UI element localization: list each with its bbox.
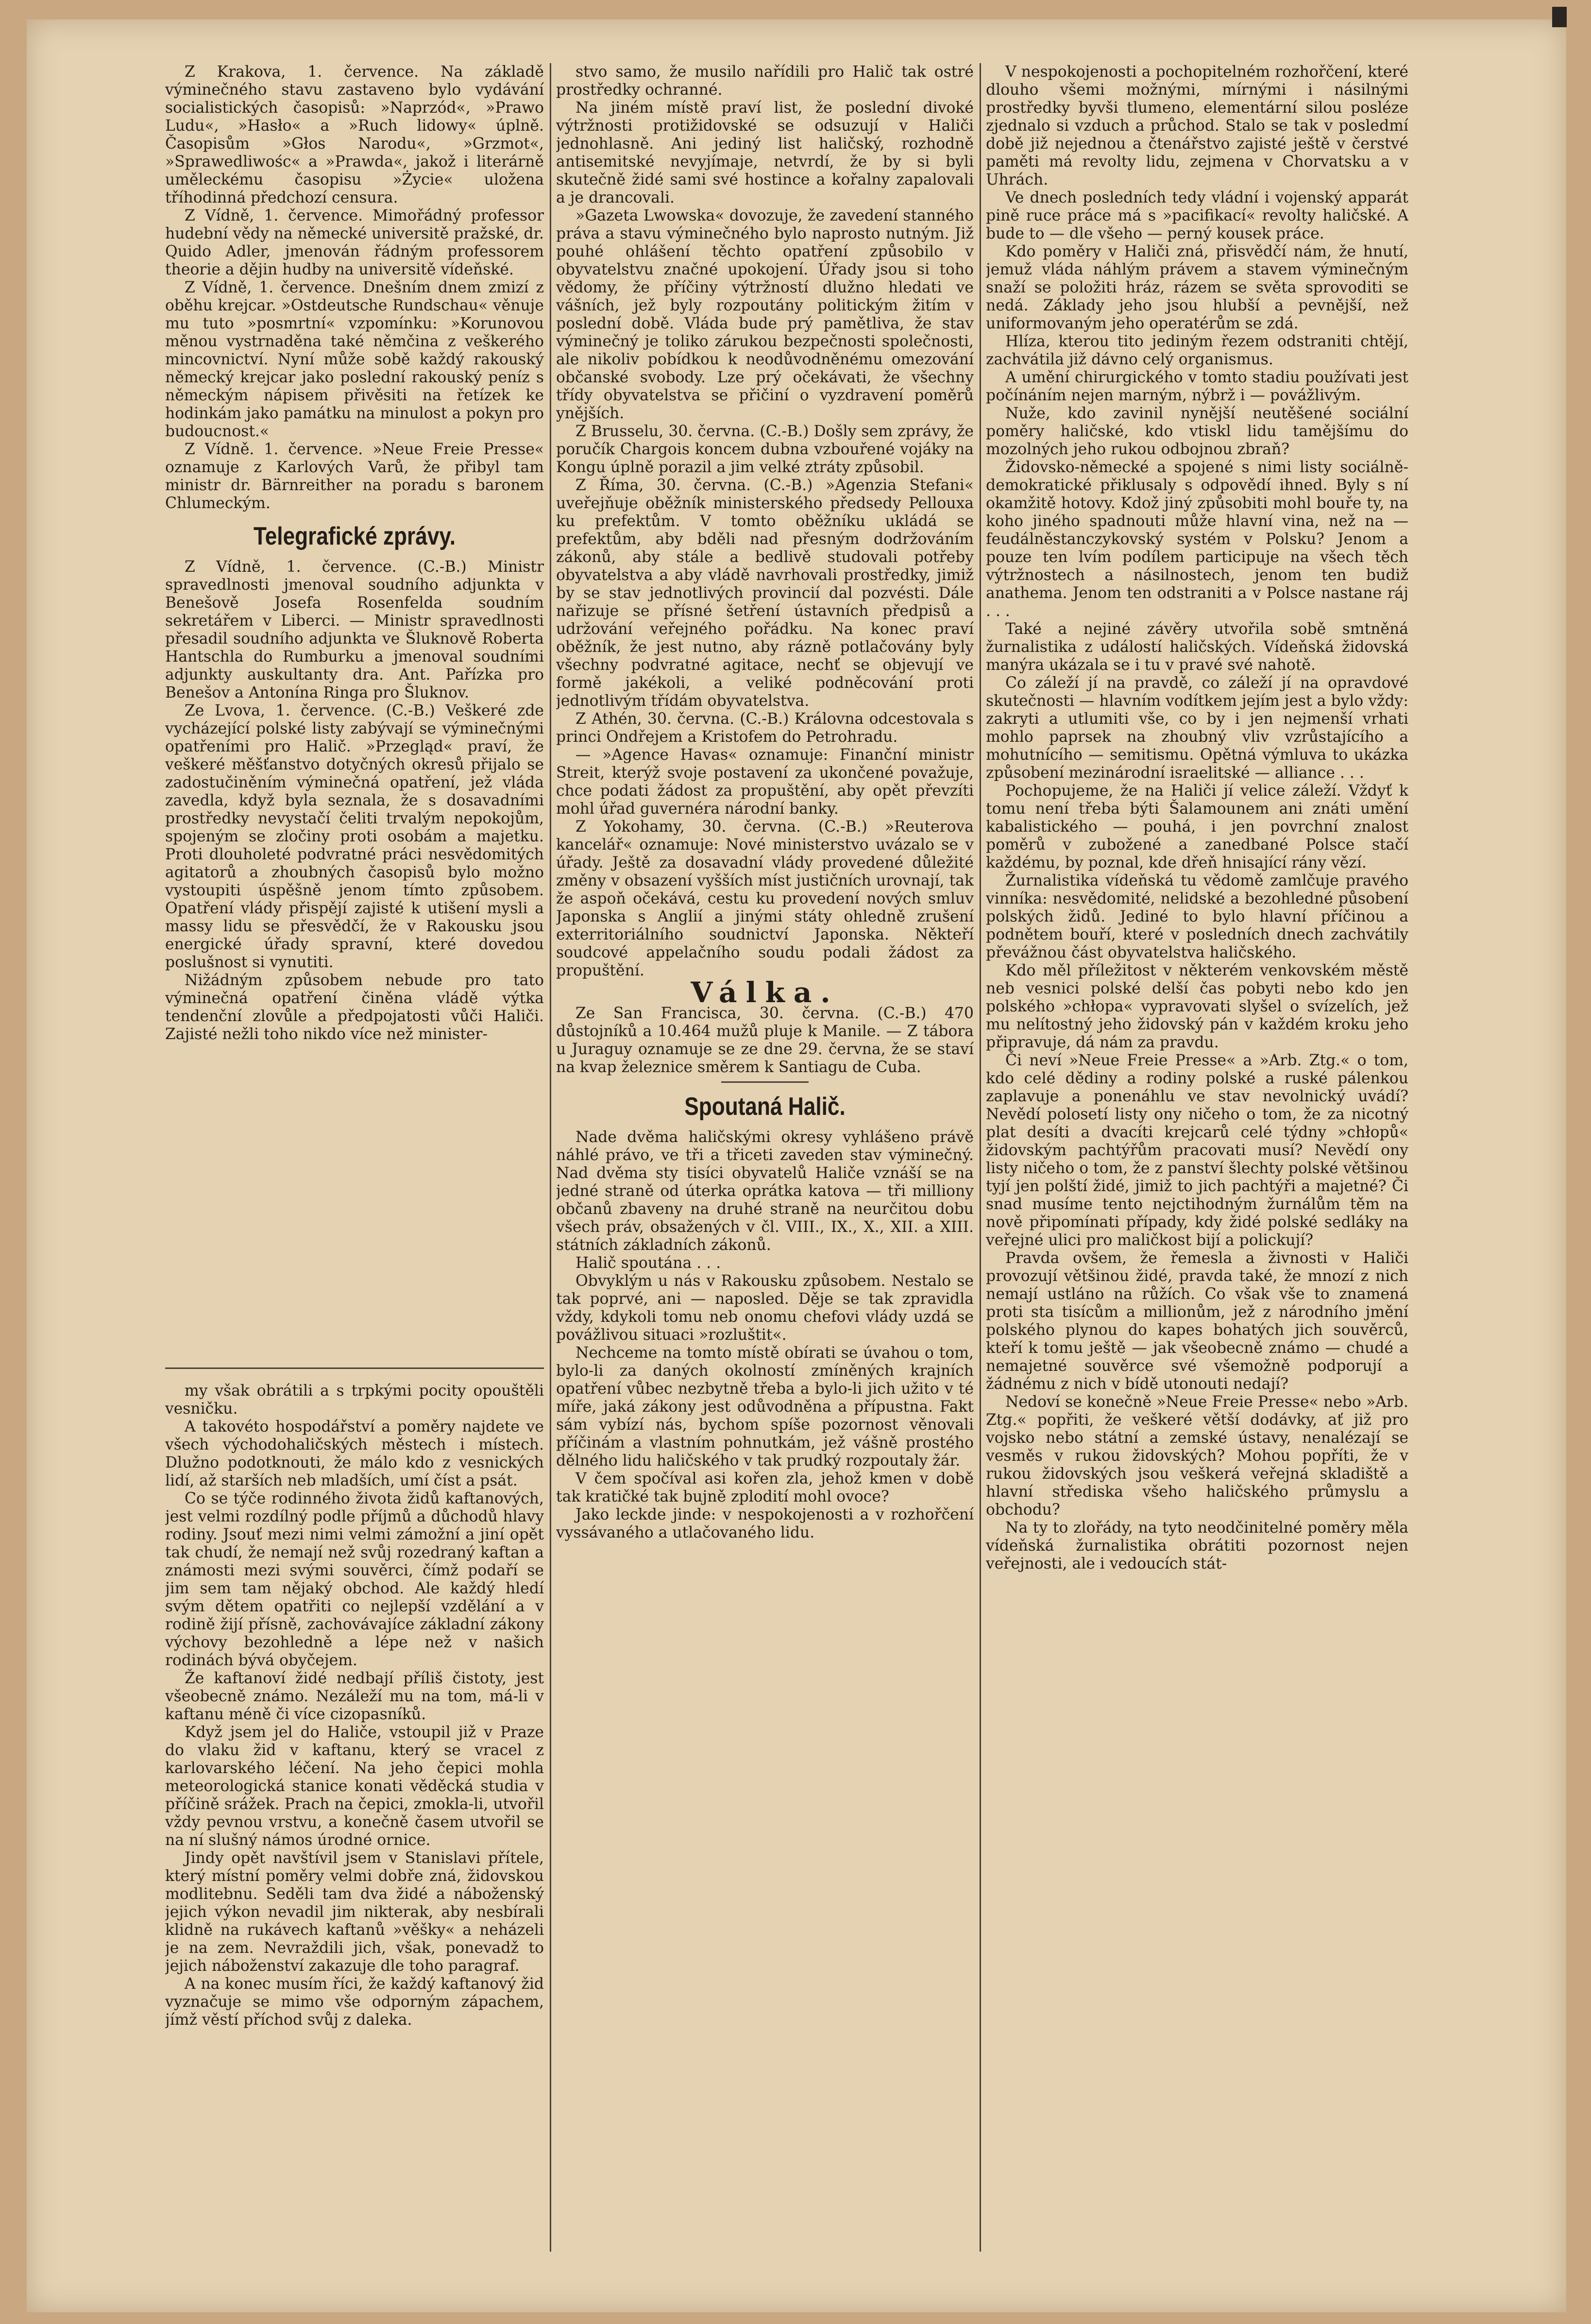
article-paragraph: Z Krakova, 1. července. Na základě výminečného stavu zastaveno bylo vydávání socialistických časopisů: »Naprzód«, »Prawo Ludu«, »Hasło« a »Ruch lidowy« úplně. Časopisům »Głos Narodu«, »Grzmot«, »Sprawedliwośc« a »Prawda«, jakož i literárně uměleckému časopisu »Życie« uložena tříhodinná předchozí censura. bbox=[165, 63, 544, 206]
article-paragraph: Pochopujeme, že na Haliči jí velice záleží. Vždyť k tomu není třeba býti Šalamounem ani znáti umění kabalistického — pouhá, i jen povrchní znalost poměrů v zubožené a zanedbané Polsce stačí každému, by poznal, kde dřeň hnisající rány vězí. bbox=[986, 782, 1408, 872]
article-paragraph: Na jiném místě praví list, že poslední divoké výtržnosti protižidovské se odsuzují v Haliči jednohlasně. Ani jediný list haličský, rozhodně antisemitské nevyjímaje, netvrdí, že by si byli skutečně židé sami své hostince a kořalny zapalovali a je drancovali. bbox=[556, 99, 974, 206]
article-paragraph: Z Vídně, 1. července. Mimořádný professor hudební vědy na německé universitě pražské, dr. Quido Adler, jmenován řádným professorem theorie a dějin hudby na universitě vídeňské. bbox=[165, 207, 544, 278]
article-paragraph: Z Říma, 30. června. (C.-B.) »Agenzia Stefani« uveřejňuje oběžník ministerského předsedy Pellouxa ku prefektům. V tomto oběžníku ukládá se prefektům, aby bděli nad přesným dodržováním zákonů, aby stále a bedlivě studovali potřeby obyvatelstva a aby vládě navrhovali prostředky, jimiž by se stav jednotlivých provincií dal pozvésti. Dále nařizuje se přísné šetření ústavních předpisů a udržování veřejného pořádku. Na konec praví oběžník, že jest nutno, aby rázně potlačovány byly všechny podvratné agitace, nechť se objevují ve formě jakékoli, a veliké podněcování proti jednotlivým třídám obyvatelstva. bbox=[556, 477, 974, 710]
article-paragraph: Nade dvěma haličskými okresy vyhlášeno právě náhlé právo, ve tři a třiceti zaveden stav výminečný. Nad dvěma sty tisíci obyvatelů Haliče vznáší se na jedné straně od úterka oprátka katova — tři milliony občanů zbaveny na druhé straně na neurčitou dobu všech práv, obsažených v čl. VIII., IX., X., XII. a XIII. státních základních zákonů. bbox=[556, 1128, 974, 1254]
article-paragraph: Když jsem jel do Haliče, vstoupil již v Praze do vlaku žid v kaftanu, který se vracel z karlovarského léčení. Na jeho čepici mohla meteorologická stanice konati věděcká studia v příčině srážek. Prach na čepici, zmokla-li, utvořil vždy pevnou vrstvu, a konečně časem utvořil se na ní slušný námos úrodné ornice. bbox=[165, 1724, 544, 1849]
article-paragraph: Obvyklým u nás v Rakousku způsobem. Nestalo se tak poprvé, ani — naposled. Děje se tak zpravidla vždy, kdykoli tomu neb onomu chefovi vlády uzdá se povážlivou situaci »rozluštit«. bbox=[556, 1272, 974, 1344]
section-heading: Spoutaná Halič. bbox=[684, 1093, 846, 1121]
section-heading: Telegrafické zprávy. bbox=[253, 522, 456, 550]
article-paragraph: Z Yokohamy, 30. června. (C.-B.) »Reuterova kancelář« oznamuje: Nové ministerstvo uvázalo se v úřady. Ještě za dosavadní vlády provedené důležité změny v obsazení vyšších míst justičních urovnají, tak že aspoň očekává, cestu ku provedení nových smluv Japonska s Anglií a jinými státy ohledně zrušení exterritoriálního soudnictví Japonska. Někteří soudcové appelačního soudu podali žádost za propuštění. bbox=[556, 818, 974, 979]
article-paragraph: Z Vídně, 1. července. Dnešním dnem zmizí z oběhu krejcar. »Ostdeutsche Rundschau« věnuje mu tuto »posmrtní« vzpomínku: »Korunovou měnou vystrnaděna také němčina z veškerého mincovnictví. Nyní může sobě každý rakouský německý krejcar jako poslední rakouský peníz s německým nápisem přivěsiti na řetízek ke hodinkám jako památku na minulost a pokyn pro budoucnost.« bbox=[165, 279, 544, 440]
article-paragraph: Pravda ovšem, že řemesla a živnosti v Haliči provozují většinou židé, pravda také, že mnozí z nich nemají ustláno na růžích. Co však vše to znamená proti sta tisícům a millionům, jež z národního jmění polského plynou do kapes bohatých jich souvěrců, kteří k tomu ještě — jak všeobecně známo — chudé a nemajetné souvěrce své všemožně podporují a žádnému z nich v bídě utonouti nedají? bbox=[986, 1249, 1408, 1393]
article-paragraph: Na ty to zlořády, na tyto neodčinitelné poměry měla vídeňská žurnalistika obrátiti pozornost nejen veřejnosti, ale i vedoucích stát- bbox=[986, 1519, 1408, 1572]
article-paragraph: Či neví »Neue Freie Presse« a »Arb. Ztg.« o tom, kdo celé dědiny a rodiny polské a ruské pálenkou zaplavuje a ponenáhlu ve stav nevolnický uvádí? Nevědí polosetí listy ony ničeho o tom, že za nicotný plat desíti a dvacíti krejcarů celé týdny »chłopů« židovským pachtýřům pracovati musí? Nevědí ony listy ničeho o tom, že z panství šlechty polské většinou tyjí jen polští židé, jimiž to jich pachtýři a majetné? Či snad musíme tento nejctihodným žurnálům těm na nově připomínati případy, kdy židé polské sedláky na veřejné ulici pro maličkost bijí a polickují? bbox=[986, 1052, 1408, 1249]
article-paragraph: Také a nejiné závěry utvořila sobě smtněná žurnalistika z událostí haličských. Vídeňská židovská manýra ukázala se i tu v pravé své nahotě. bbox=[986, 620, 1408, 674]
article-paragraph: Nechceme na tomto místě obírati se úvahou o tom, bylo-li za daných okolností zmíněných krajních opatření vůbec nezbytně třeba a bylo-li jich užito v té míře, jaká zákony jest odůvodněna a přípustna. Fakt sám vybízí nás, bychom spíše pozornost věnovali příčinám a vlastním pohnutkám, jež vášně prostého dělného lidu haličského v tak prudký rozpoutaly žár. bbox=[556, 1344, 974, 1470]
section-rule bbox=[721, 1081, 809, 1083]
article-paragraph: Z Vídně. 1. července. »Neue Freie Presse« oznamuje z Karlových Varů, že přibyl tam ministr dr. Bärnreither na poradu s baronem Chlumeckým. bbox=[165, 441, 544, 512]
article-paragraph: Halič spoutána . . . bbox=[575, 1254, 721, 1272]
article-paragraph: Co se týče rodinného života židů kaftanových, jest velmi rozdílný podle příjmů a důchodů hlavy rodiny. Jsouť mezi nimi velmi zámožní a jiní opět tak chudí, že nemají než svůj rozedraný kaftan a známosti mezi svými souvěrci, čímž podaří se jim sem tam nějaký obchod. Ale každý hledí svým dětem opatřiti co nejlepší vzdělání a v rodině žijí přísně, zachovávajíce základní zákony výchovy bezohledně a lépe než v našich rodinách bývá obyčejem. bbox=[165, 1490, 544, 1669]
article-paragraph: V čem spočíval asi kořen zla, jehož kmen v době tak kratičké tak bujně zplodití mohl ovoce? bbox=[556, 1470, 974, 1505]
article-paragraph: A umění chirurgického v tomto stadiu používati jest počínáním nejen marným, nýbrž i — povážlivým. bbox=[986, 369, 1408, 404]
column-2 bbox=[556, 63, 974, 2252]
article-paragraph: — »Agence Havas« oznamuje: Finanční ministr Streit, kterýž svoje postavení za ukončené považuje, chce podati žádost za propuštění, aby opět převzíti mohl úřad guvernéra národní banky. bbox=[556, 746, 974, 818]
article-paragraph: my však obrátili a s trpkými pocity opouštěli vesničku. bbox=[165, 1382, 544, 1418]
article-paragraph: Kdo měl příležitost v některém venkovském městě neb vesnici polské delší čas pobyti nebo kdo jen polského »chłopa« vypravovati slyšel o svízelích, jež mu nelítostný jeho židovský pán v každém kroku jeho připravuje, dá nám za pravdu. bbox=[986, 962, 1408, 1051]
article-paragraph: Nuže, kdo zavinil nynější neutěšené sociální poměry haličské, kdo vtiskl lidu tamějšímu do mozolných jeho rukou odbojnou zbraň? bbox=[986, 405, 1408, 458]
column-1-bottom bbox=[165, 1382, 544, 2252]
column-rule-2 bbox=[980, 63, 981, 2252]
article-paragraph: A takovéto hospodářství a poměry najdete ve všech východohaličských městech i místech. Dlužno podotknouti, že málo kdo z vesnických lidí, až starších neb mladších, umí číst a psát. bbox=[165, 1418, 544, 1489]
article-paragraph: stvo samo, že musilo nařídili pro Halič tak ostré prostředky ochranné. bbox=[556, 63, 974, 99]
corner-mark bbox=[1552, 7, 1567, 27]
article-paragraph: »Gazeta Lwowska« dovozuje, že zavedení stanného práva a stavu výminečného bylo naprosto nutným. Již pouhé ohlášení těchto opatření způsobilo v obyvatelstvu značné upokojení. Úřady jsou si toho vědomy, že příčiny výtržností dlužno hledati ve vášních, jež byly rozpoutány politickým žitím v poslední době. Vláda bude prý pamětliva, že stav výminečný je toliko zárukou bezpečnosti společnosti, ale nikoliv pobídkou k neodůvodněnému omezování občanské svobody. Lze prý očekávati, že všechny třídy obyvatelstva se přičiní o vyzdravení poměrů ynějších. bbox=[556, 207, 974, 422]
section-heading: Válka. bbox=[691, 976, 839, 1009]
article-paragraph: Z Athén, 30. června. (C.-B.) Královna odcestovala s princi Ondřejem a Kristofem do Petrohradu. bbox=[556, 710, 974, 746]
article-paragraph: Hlíza, kterou tito jediným řezem odstraniti chtějí, zachvátila již dávno celý organismus. bbox=[986, 333, 1408, 368]
column-1-divider bbox=[165, 1367, 544, 1369]
article-paragraph: Ve dnech posledních tedy vládní i vojenský apparát pině ruce práce má s »pacifikací« revolty haličské. A bude to — dle všeho — perný kousek práce. bbox=[986, 189, 1408, 242]
article-paragraph: Ze Lvova, 1. července. (C.-B.) Veškeré zde vycházející polské listy zabývají se výminečnými opatřeními pro Halič. »Przegląd« praví, že veškeré měšťanstvo dotyčných okresů přijalo se zadostučiněním výminečná opatření, jež vláda zavedla, když byla seznala, že s dosavadními prostředky nevystačí čeliti trvalým nepokojům, spojeným se zločiny proti osobám a majetku. Proti dlouholeté podvratné práci nesvědomitých agitatorů a zhoubných časopisů bylo možno vystoupiti úspěšně jenom tímto způsobem. Opatření vlády přispějí zajisté k utišení mysli a massy lidu se přesvědčí, že v Rakousku jsou energické úřady spravní, které dovedou poslušnost si vynutiti. bbox=[165, 702, 544, 971]
article-paragraph: Nižádným způsobem nebude pro tato výminečná opatření činěna vládě výtka tendenční zlovůle a předpojatosti vůči Haliči. Zajisté nežli toho nikdo více než minister- bbox=[165, 972, 544, 1043]
article-paragraph: Ze San Francisca, 30. června. (C.-B.) 470 důstojníků a 10.464 mužů pluje k Manile. — Z tábora u Juraguy oznamuje se ze dne 29. června, že se staví na kvap železnice směrem k Santiagu de Cuba. bbox=[556, 1005, 974, 1076]
article-paragraph: Z Vídně, 1. července. (C.-B.) Ministr spravedlnosti jmenoval soudního adjunkta v Benešově Josefa Rosenfelda soudním sekretářem v Liberci. — Ministr spravedlnosti přesadil soudního adjunkta ve Šluknově Roberta Hantschla do Rumburku a jmenoval soudními adjunkty auskultanty dra. Ant. Pařízka pro Benešov a Antonína Ringa pro Šluknov. bbox=[165, 558, 544, 701]
column-3 bbox=[986, 63, 1408, 2252]
article-paragraph: Co záleží jí na pravdě, co záleží jí na opravdové skutečnosti — hlavním vodítkem jejím jest a bylo vždy: zakryti a utlumiti vše, co by i jen nejmenší vrhati mohlo paprsek na zhoubný vliv vzrůstajícího a mohutnícího — semitismu. Opětná výmluva to ukázka způsobení mezinárodní israelitské — alliance . . . bbox=[986, 674, 1408, 782]
article-paragraph: Jako leckde jinde: v nespokojenosti a v rozhořčení vyssávaného a utlačovaného lidu. bbox=[556, 1506, 974, 1541]
article-paragraph: V nespokojenosti a pochopitelném rozhořčení, které dlouho všemi možnými, mírnými i násilnými prostředky byvši tlumeno, elementární silou posléze zjednalo si vzduch a průchod. Stalo se tak v posledmí době již nejednou a čtenářstvo zajisté ještě v čerstvé paměti má revolty lidu, zejmena v Chorvatsku a v Uhrách. bbox=[986, 63, 1408, 188]
article-paragraph: A na konec musím říci, že každý kaftanový žid vyznačuje se mimo vše odporným zápachem, jímž věstí příchod svůj z daleka. bbox=[165, 1975, 544, 2029]
article-paragraph: Nedoví se konečně »Neue Freie Presse« nebo »Arb. Ztg.« popřiti, že veškeré větší dodávky, ať již pro vojsko nebo státní a zemské ústavy, nenalézají se vesměs v rukou židovských? Mohou popříti, že v rukou židovských jsou veškerá veřejná skladiště a hlavní střediska všeho haličského průmyslu a obchodu? bbox=[986, 1393, 1408, 1519]
article-paragraph: Z Brusselu, 30. června. (C.-B.) Došly sem zprávy, že poručík Chargois koncem dubna vzbouřené vojáky na Kongu úplně porazil a jim velké ztráty způsobil. bbox=[556, 423, 974, 476]
column-1-top bbox=[165, 63, 544, 1346]
article-paragraph: Jindy opět navštívil jsem v Stanislavi přítele, který místní poměry velmi dobře zná, židovskou modlitebnu. Seděli tam dva židé a náboženský jejich výkon nevadil jim nikterak, aby nesbírali klidně na rukávech kaftanů »věšky« a neházeli je na zem. Nevraždili jich, však, ponevadž to jejich náboženství zakazuje dle toho paragraf. bbox=[165, 1849, 544, 1975]
article-paragraph: Žurnalistika vídeňská tu vědomě zamlčuje pravého vinníka: nesvědomité, nelidské a bezohledné působení polských židů. Jediné to bylo hlavní příčinou a podnětem bouří, které v posledních dnech zachvátily převážnou část obyvatelstva haličského. bbox=[986, 872, 1408, 961]
column-rule-1 bbox=[550, 63, 551, 2252]
article-paragraph: Že kaftanoví židé nedbají příliš čistoty, jest všeobecně známo. Nezáleží mu na tom, má-li v kaftanu méně či více cizopasníků. bbox=[165, 1670, 544, 1723]
article-paragraph: Kdo poměry v Haliči zná, přisvědčí nám, že hnutí, jemuž vláda náhlým právem a stavem výminečným snaží se položiti hráz, rázem se světa sprovoditi se nedá. Základy jeho jsou hlubší a pevnější, než uniformovaným jeho operatérům se zdá. bbox=[986, 243, 1408, 332]
article-paragraph: Židovsko-německé a spojené s nimi listy sociálně-demokratické přiklusaly s odpovědí ihned. Byly s ní okamžitě hotovy. Kdož jiný způsobiti mohl bouře ty, na koho jiného spadnouti může hlavní vina, než na — feudálněstanczykovský systém v Polsku? Jenom a pouze ten lvím podílem participuje na všech těch výtržnostech a násilnostech, jenom ten budiž anathema. Jenom ten odstraniti a v Polsce nastane ráj . . . bbox=[986, 459, 1408, 620]
